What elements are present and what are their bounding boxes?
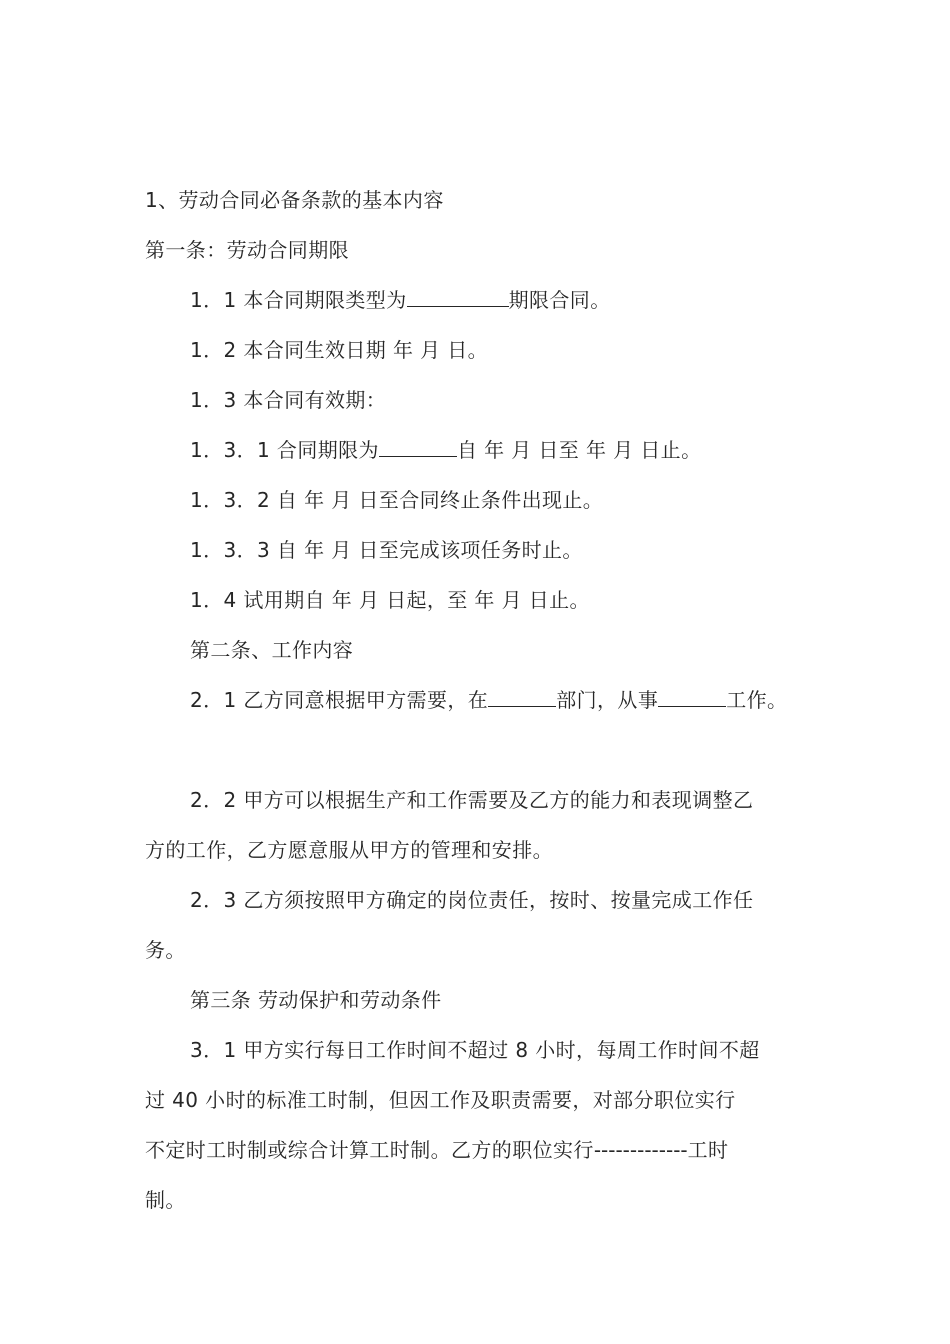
dashed-blank: ------------- xyxy=(593,1138,688,1162)
clause-2-2-line-2: 方的工作，乙方愿意服从甲方的管理和安排。 xyxy=(145,838,553,862)
clause-1-3-1-text-a: 1．3．1 合同期限为 xyxy=(190,438,379,462)
clause-1-3-1 xyxy=(190,436,701,464)
blank-field xyxy=(407,286,509,307)
clause-2-1-text-b: 部门，从事 xyxy=(556,688,659,712)
clause-3-1-line-4: 制。 xyxy=(145,1188,186,1212)
clause-1-2: 1．2 本合同生效日期 年 月 日。 xyxy=(190,338,489,362)
blank-field xyxy=(488,686,556,707)
clause-1-1 xyxy=(190,286,611,314)
clause-3-1-line-2: 过 40 小时的标准工时制，但因工作及职责需要，对部分职位实行 xyxy=(145,1088,736,1112)
article-3-title: 第三条 劳动保护和劳动条件 xyxy=(190,988,442,1012)
clause-2-3-line-1: 2．3 乙方须按照甲方确定的岗位责任，按时、按量完成工作任 xyxy=(190,888,754,912)
clause-3-1-line-3-text-b: 工时 xyxy=(687,1138,729,1162)
article-1-title: 第一条：劳动合同期限 xyxy=(145,238,349,262)
clause-2-1-text-c: 工作。 xyxy=(726,688,788,712)
clause-2-1-text-a: 2．1 乙方同意根据甲方需要，在 xyxy=(190,688,489,712)
clause-1-3-2: 1．3．2 自 年 月 日至合同终止条件出现止。 xyxy=(190,488,604,512)
document-heading: 1、劳动合同必备条款的基本内容 xyxy=(145,188,444,212)
article-2-title: 第二条、工作内容 xyxy=(190,638,354,662)
clause-1-3: 1．3 本合同有效期： xyxy=(190,388,387,412)
blank-field xyxy=(379,436,457,457)
clause-3-1-line-1: 3．1 甲方实行每日工作时间不超过 8 小时，每周工作时间不超 xyxy=(190,1038,760,1062)
clause-3-1-line-3-text-a: 不定时工时制或综合计算工时制。乙方的职位实行 xyxy=(145,1138,594,1162)
clause-2-2-line-1: 2．2 甲方可以根据生产和工作需要及乙方的能力和表现调整乙 xyxy=(190,788,754,812)
clause-1-3-3: 1．3．3 自 年 月 日至完成该项任务时止。 xyxy=(190,538,583,562)
clause-1-3-1-text-b: 自 年 月 日至 年 月 日止。 xyxy=(456,438,702,462)
clause-1-1-text-b: 期限合同。 xyxy=(508,288,611,312)
clause-1-4: 1．4 试用期自 年 月 日起，至 年 月 日止。 xyxy=(190,588,590,612)
clause-1-1-text-a: 1．1 本合同期限类型为 xyxy=(190,288,407,312)
clause-2-3-line-2: 务。 xyxy=(145,938,186,962)
clause-2-1 xyxy=(190,686,787,714)
clause-3-1-line-3 xyxy=(145,1136,728,1164)
blank-field xyxy=(658,686,726,707)
